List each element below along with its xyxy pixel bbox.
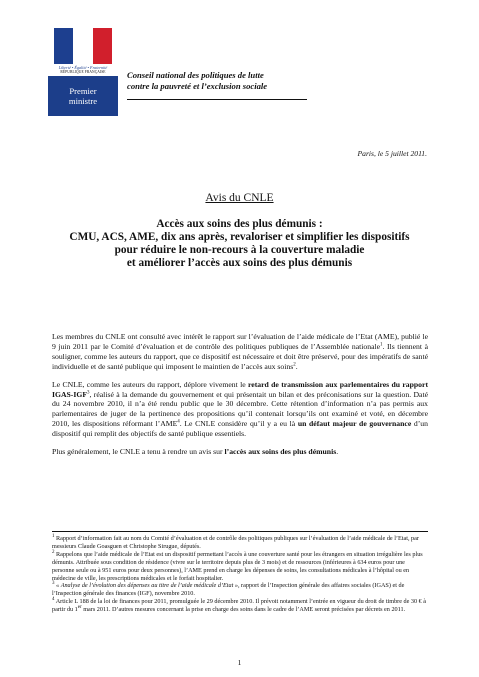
org-line2: contre la pauvreté et l’exclusion sociale	[127, 81, 268, 91]
premier-ministre-block	[48, 76, 118, 116]
document-date: Paris, le 5 juillet 2011.	[357, 149, 427, 158]
tricolor-flag-icon	[54, 28, 112, 64]
page-number: 1	[237, 658, 242, 667]
footnote-4: $^4$ Article L 188 de la loi de finances pour 2011, promulguée le 29 décembre 2010. Il prévoit notamment l’entrée en vigueur du droit de timbre de 30 € à partir du 1er mars 2011. D’autres mesures concernant la prise en charge des soins dans le cadre de l’AME seront précisées par décrets en 2011.	[52, 597, 427, 614]
paragraph-1: Les membres du CNLE ont consulté avec intérêt le rapport sur l’évaluation de l’aide médicale de l’Etat (AME), publié le 9 juin 2011 par le Comité d’évaluation et de contrôle des politiques publiques de l’Assemblée nationale$^1$. Ils tiennent à souligner, comme les auteurs du rapport, que ce dispositif est nécessaire et doit être préservé, pour des impératifs de santé individuelle et de santé publique qui imposent le maintien de l’accès aux soins$^2$.	[52, 332, 428, 371]
headline-line3: pour réduire le non-recours à la couverture maladie	[114, 244, 365, 256]
footnote-2: $^2$ Rappelons que l’aide médicale de l’Etat est un dispositif permettant l’accès à une couverture santé pour les étrangers en situation irrégulière les plus démunis. Attribuée sous condition de résidence (vivre sur le territoire depuis plus de 3 mois) et de ressources (inférieures à 634 euros pour une personne seule ou à 951 euros pour deux personnes), l’AME prend en charge les dépenses de soins, les consultations médicales à l’hôpital ou en médecine de ville, les prescriptions médicales et le forfait hospitalier.	[52, 549, 423, 582]
footnotes	[52, 531, 428, 614]
premier-line2: ministre	[68, 96, 98, 106]
body-text	[52, 332, 428, 465]
footnote-1: $^1$ Rapport d’information fait au nom du Comité d’évaluation et de contrôle des politiques publiques sur l’évaluation de l’aide médicale de l’Etat, par messieurs Claude Goasguen et Christophe Sirugue, députés.	[52, 533, 419, 550]
org-line1: Conseil national des politiques de lutte	[127, 70, 264, 80]
headline-line1: Accès aux soins des plus démunis :	[156, 218, 323, 230]
paragraph-2: Le CNLE, comme les auteurs du rapport, déplore vivement le retard de transmission aux parlementaires du rapport IGAS-IGF$^3$, réalisé à la demande du gouvernement et qui présentait un bilan et des préconisations sur la question. Daté du 24 novembre 2010, il n’a été rendu public que le 30 décembre. Cette rétention d’information n’a pas permis aux parlementaires de juger de la pertinence des propositions qu’il contenait lorsqu’ils ont examiné et voté, en décembre 2010, les dispositions réformant l’AME$^4$. Le CNLE considère qu’il y a eu là un défaut majeur de gouvernance d’un dispositif qui remplit des objectifs de santé publique essentiels.	[52, 379, 428, 439]
marianne-logo	[48, 24, 118, 116]
footnote-3: $^3$ « Analyse de l’évolution des dépenses au titre de l’aide médicale d’Etat », rapport de l’Inspection générale des affaires sociales (IGAS) et de l’Inspection générale des finances (IGF), novembre 2010.	[52, 581, 405, 598]
logo-motto: Liberté • Égalité • Fraternité	[58, 65, 108, 70]
document-headline	[40, 218, 439, 270]
marianne-emblem	[48, 24, 118, 76]
headline-line2: CMU, ACS, AME, dix ans après, revaloriser et simplifier les dispositifs	[69, 231, 410, 243]
premier-line1: Premier	[69, 86, 97, 96]
paragraph-3: Plus généralement, le CNLE a tenu à rendre un avis sur l’accès aux soins des plus démunis.	[52, 447, 339, 457]
headline-line4: et améliorer l’accès aux soins des plus démunis	[126, 257, 353, 269]
avis-title: Avis du CNLE	[205, 192, 274, 204]
logo-subtitle: RÉPUBLIQUE FRANÇAISE	[60, 70, 106, 74]
organization-name	[127, 70, 307, 100]
